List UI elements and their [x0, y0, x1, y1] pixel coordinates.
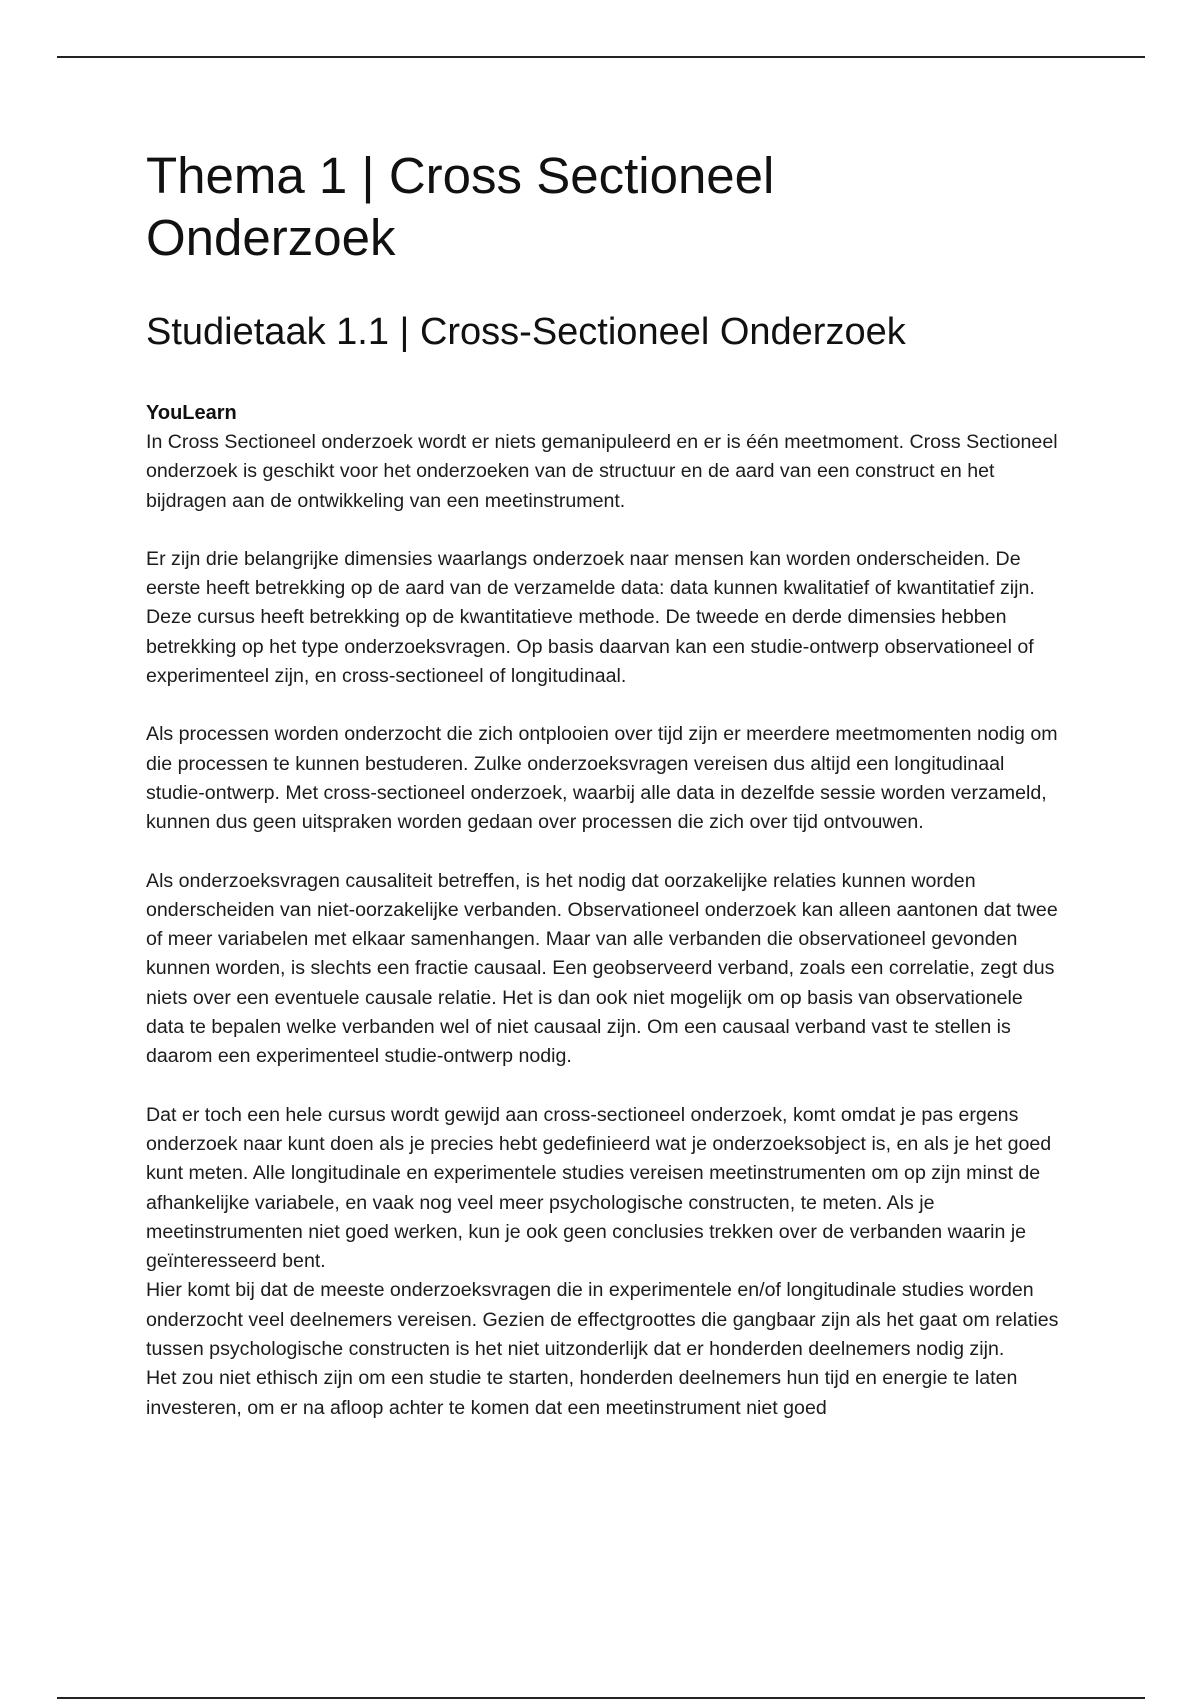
top-rule — [57, 56, 1145, 58]
paragraph-3: Als processen worden onderzocht die zich ontplooien over tijd zijn er meerdere meetmomenten nodig om die processen te kunnen bestuderen. Zulke onderzoeksvragen vereisen dus altijd een longitudinaal studie-ontwerp. Met cross-sectioneel onderzoek, waarbij alle data in dezelfde sessie worden verzameld, kunnen dus geen uitspraken worden gedaan over processen die zich over tijd ontvouwen. — [146, 723, 1058, 834]
bottom-rule — [57, 1697, 1145, 1699]
paragraph-1: In Cross Sectioneel onderzoek wordt er niets gemanipuleerd en er is één meetmoment. Cross Sectioneel onderzoek is geschikt voor het onderzoeken van de structuur en de aard van een construct en het bijdragen aan de ontwikkeling van een meetinstrument. — [146, 431, 1058, 512]
page-subtitle: Studietaak 1.1 | Cross-Sectioneel Onderzoek — [146, 311, 906, 353]
paragraph-7: Het zou niet ethisch zijn om een studie te starten, honderden deelnemers hun tijd en energie te laten investeren, om er na afloop achter te komen dat een meetinstrument niet goed — [146, 1367, 1018, 1419]
paragraph-5: Dat er toch een hele cursus wordt gewijd aan cross-sectioneel onderzoek, komt omdat je pas ergens onderzoek naar kunt doen als je precies hebt gedefinieerd wat je onderzoeksobject is, en als je het goed kunt meten. Alle longitudinale en experimentele studies vereisen meetinstrumenten om op zijn minst de afhankelijke variabele, en vaak nog veel meer psychologische constructen, te meten. Als je meetinstrumenten niet goed werken, kun je ook geen conclusies trekken over de verbanden waarin je geïnteresseerd bent. — [146, 1103, 1052, 1273]
paragraph-4: Als onderzoeksvragen causaliteit betreffen, is het nodig dat oorzakelijke relaties kunnen worden onderscheiden van niet-oorzakelijke verbanden. Observationeel onderzoek kan alleen aantonen dat twee of meer variabelen met elkaar samenhangen. Maar van alle verbanden die observationeel gevonden kunnen worden, is slechts een fractie causaal. Een geobserveerd verband, zoals een correlatie, zegt dus niets over een eventuele causale relatie. Het is dan ook niet mogelijk om op basis van observationele data te bepalen welke verbanden wel of niet causaal zijn. Om een causaal verband vast te stellen is daarom een experimenteel studie-ontwerp nodig. — [146, 869, 1058, 1068]
paragraph-6: Hier komt bij dat de meeste onderzoeksvragen die in experimentele en/of longitudinale studies worden onderzocht veel deelnemers vereisen. Gezien de effectgroottes die gangbaar zijn als het gaat om relaties tussen psychologische constructen is het niet uitzonderlijk dat er honderden deelnemers nodig zijn. — [146, 1279, 1059, 1361]
page-title: Thema 1 | Cross Sectioneel Onderzoek — [146, 147, 775, 266]
document-body — [146, 145, 1066, 1423]
text-section — [146, 399, 1066, 1423]
paragraph-2: Er zijn drie belangrijke dimensies waarlangs onderzoek naar mensen kan worden onderscheiden. De eerste heeft betrekking op de aard van de verzamelde data: data kunnen kwalitatief of kwantitatief zijn. Deze cursus heeft betrekking op de kwantitatieve methode. De tweede en derde dimensies hebben betrekking op het type onderzoeksvragen. Op basis daarvan kan een studie-ontwerp observationeel of experimenteel zijn, en cross-sectioneel of longitudinaal. — [146, 547, 1035, 688]
section-label: YouLearn — [146, 402, 237, 424]
